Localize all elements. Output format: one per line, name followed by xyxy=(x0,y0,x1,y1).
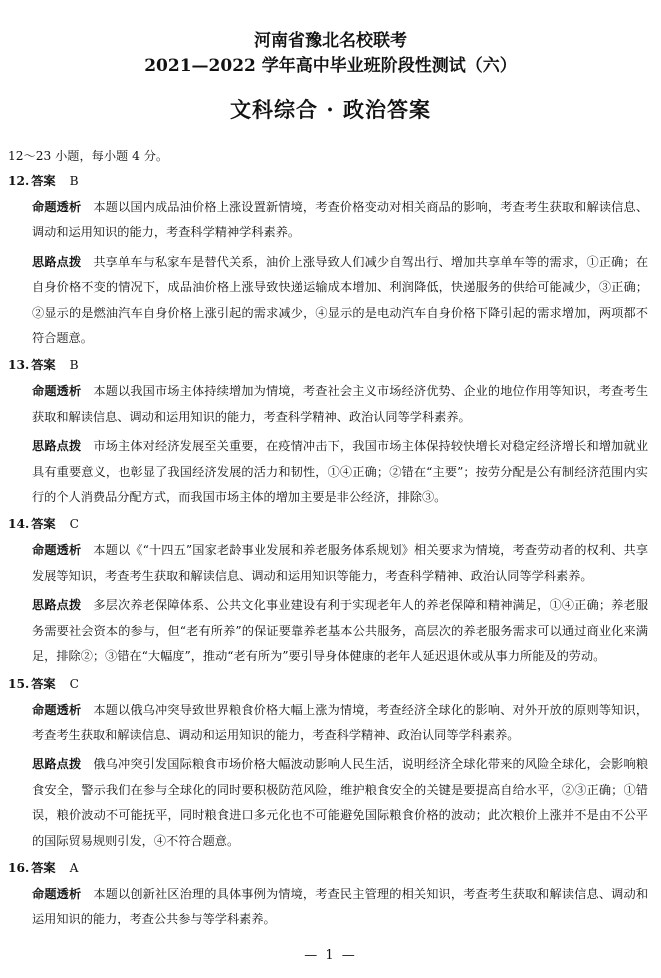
question-number: 14. xyxy=(8,517,30,532)
analysis-label: 命题透析 xyxy=(32,886,82,901)
scoring-note: 12～23 小题，每小题 4 分。 xyxy=(8,149,169,163)
answer-choice: C xyxy=(69,517,79,532)
question-item xyxy=(8,858,648,933)
question-number: 12. xyxy=(8,174,30,188)
question-item xyxy=(8,355,648,510)
question-answer-line xyxy=(8,171,648,191)
hint-text: 市场主体对经济发展至关重要，在疫情冲击下，我国市场主体保持较快增长对稳定经济增长和增加就业具有重要意义，也彰显了我国经济发展的活力和韧性，①④正确；②错在“主要”；按劳分配是公有制经济范围内实行的个人消费品分配方式，而我国市场主体的增加主要是非公经济，排除③。 xyxy=(32,439,649,505)
analysis-label: 命题透析 xyxy=(32,543,82,558)
analysis-paragraph xyxy=(8,698,648,749)
answer-choice: B xyxy=(69,358,79,373)
hint-label: 思路点拨 xyxy=(32,757,82,772)
hint-text: 俄乌冲突引发国际粮食市场价格大幅波动影响人民生活，说明经济全球化带来的风险全球化，会影响粮食安全，警示我们在参与全球化的同时要积极防范风险，维护粮食安全的关键是要提高自给水平，②③正确；①错误，粮价波动不可能抚平，同时粮食进口多元化也不可能避免国际粮食价格的波动；此次粮价上涨并不是由不公平的国际贸易规则引发，④不符合题意。 xyxy=(32,757,649,848)
answer-choice: C xyxy=(69,676,79,691)
hint-paragraph xyxy=(8,434,648,510)
analysis-label: 命题透析 xyxy=(32,702,82,717)
question-number: 16. xyxy=(8,860,30,875)
answer-label: 答案 xyxy=(31,174,56,188)
answer-label: 答案 xyxy=(31,860,56,875)
analysis-label: 命题透析 xyxy=(32,384,82,399)
hint-label: 思路点拨 xyxy=(32,254,82,269)
answer-content xyxy=(8,146,648,937)
question-list xyxy=(8,171,648,933)
analysis-text: 本题以俄乌冲突导致世界粮食价格大幅上涨为情境，考查经济全球化的影响、对外开放的原则等知识，考查考生获取和解读信息、调动和运用知识的能力，考查科学精神、政治认同等学科素养。 xyxy=(32,702,649,742)
hint-label: 思路点拨 xyxy=(32,439,82,454)
question-number: 13. xyxy=(8,358,30,373)
analysis-paragraph xyxy=(8,882,648,933)
analysis-text: 本题以《“十四五”国家老龄事业发展和养老服务体系规划》相关要求为情境，考查劳动者的权利、共享发展等知识，考查考生获取和解读信息、调动和运用知识等能力，考查科学精神、政治认同等学科素养。 xyxy=(32,543,649,583)
question-answer-line xyxy=(8,514,648,534)
analysis-text: 本题以我国市场主体持续增加为情境，考查社会主义市场经济优势、企业的地位作用等知识，考查考生获取和解读信息、调动和运用知识的能力，考查科学精神、政治认同等学科素养。 xyxy=(32,384,649,424)
analysis-paragraph xyxy=(8,195,648,246)
hint-label: 思路点拨 xyxy=(32,598,82,613)
answer-label: 答案 xyxy=(31,517,56,532)
document-title: 文科综合 · 政治答案 xyxy=(230,97,431,122)
question-number: 15. xyxy=(8,676,30,691)
question-answer-line xyxy=(8,355,648,375)
hint-paragraph xyxy=(8,752,648,854)
analysis-paragraph xyxy=(8,379,648,430)
hint-paragraph xyxy=(8,593,648,669)
answer-choice: B xyxy=(69,174,79,188)
answer-choice: A xyxy=(69,860,79,875)
question-item xyxy=(8,674,648,854)
hint-text: 多层次养老保障体系、公共文化事业建设有利于实现老年人的养老保障和精神满足，①④正确；养老服务需要社会资本的参与，但“老有所养”的保证要靠养老基本公共服务，高层次的养老服务需求可以通过商业化来满足，排除②；③错在“大幅度”，推动“老有所为”要引导身体健康的老年人延迟退休或从事力所能及的劳动。 xyxy=(32,598,649,664)
hint-paragraph xyxy=(8,250,648,352)
analysis-text: 本题以国内成品油价格上涨设置新情境，考查价格变动对相关商品的影响，考查考生获取和解读信息、调动和运用知识的能力，考查科学精神学科素养。 xyxy=(32,200,649,240)
answer-label: 答案 xyxy=(31,358,56,373)
question-answer-line xyxy=(8,858,648,878)
exam-org-title: 河南省豫北名校联考 xyxy=(254,31,407,51)
question-answer-line xyxy=(8,674,648,694)
question-item xyxy=(8,514,648,669)
analysis-label: 命题透析 xyxy=(32,200,82,214)
page-number: — 1 — xyxy=(304,948,357,963)
analysis-text: 本题以创新社区治理的具体事例为情境，考查民主管理的相关知识，考查考生获取和解读信息、调动和运用知识的能力，考查公共参与等学科素养。 xyxy=(32,886,649,927)
hint-text: 共享单车与私家车是替代关系，油价上涨导致人们减少自驾出行、增加共享单车等的需求，①正确；在自身价格不变的情况下，成品油价格上涨导致快递运输成本增加、利润降低，快递服务的供给可能减少，③正确；②显示的是燃油汽车自身价格上涨引起的需求减少，④显示的是电动汽车自身价格下降引起的需求增加，两项都不符合题意。 xyxy=(32,254,649,346)
exam-session-title: 2021—2022 学年高中毕业班阶段性测试（六） xyxy=(144,56,517,76)
question-item xyxy=(8,171,648,351)
answer-label: 答案 xyxy=(31,676,56,691)
analysis-paragraph xyxy=(8,538,648,589)
